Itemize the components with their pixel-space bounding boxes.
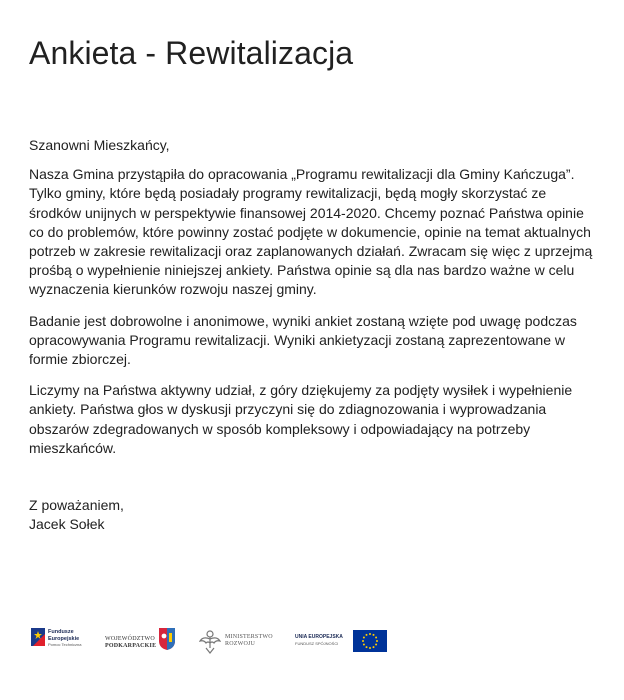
podkarpackie-coat-of-arms-icon [159, 628, 175, 650]
ministerstwo-line1: MINISTERSTWO [225, 634, 273, 640]
fundusze-line2: Europejskie [48, 635, 80, 642]
page-title: Ankieta - Rewitalizacja [29, 35, 354, 71]
funding-logos-strip [31, 624, 391, 660]
eu-flag-icon [353, 630, 387, 652]
fundusze-europejskie-star-icon [31, 628, 45, 646]
letter-signer: Jacek Sołek [29, 516, 105, 533]
unia-line1: UNIA EUROPEJSKA [295, 634, 343, 640]
wojewodztwo-podkarpackie-logo [105, 624, 177, 656]
ministerstwo-rozwoju-logo [197, 624, 277, 656]
letter-paragraph-anonymity: Badanie jest dobrowolne i anonimowe, wyniki ankiet zostaną wzięte pod uwagę podczas opracowywania Programu rewitalizacji. Wyniki ankietyzacji zostaną zaprezentowane w formie zbiorczej. [29, 312, 577, 368]
ministerstwo-line2: ROZWOJU [225, 641, 256, 647]
letter-paragraph-thanks: Liczymy na Państwa aktywny udział, z góry dziękujemy za podjęty wysiłek i wypełnienie ankiety. Państwa głos w dyskusji przyczyni się do zdiagnozowania i wyprowadzania obszarów zdegradowanych w sposób kompleksowy i odpowiadający na potrzeby mieszkańców. [29, 382, 573, 456]
fundusze-line3: Pomoc Techniczna [48, 642, 82, 647]
fundusze-europejskie-logo [31, 624, 87, 656]
unia-europejska-logo [295, 624, 389, 656]
polish-eagle-icon [199, 628, 221, 654]
letter-closing: Z poważaniem, [29, 497, 124, 513]
fundusze-line1: Fundusze [48, 629, 74, 635]
wojewodztwo-line2: PODKARPACKIE [105, 643, 157, 649]
letter-body [29, 136, 599, 470]
unia-line2: FUNDUSZ SPÓJNOŚCI [295, 640, 339, 646]
wojewodztwo-line1: WOJEWÓDZTWO [105, 636, 155, 642]
letter-signature [29, 496, 124, 534]
letter-greeting: Szanowni Mieszkańcy, [29, 137, 170, 153]
letter-paragraph-intro: Nasza Gmina przystąpiła do opracowania „Programu rewitalizacji dla Gminy Kańczuga”. Tylko gminy, które będą posiadały programy rewitalizacji, będą mogły skorzystać ze środków unijnych w perspektywie finansowej 2014-2020. Chcemy poznać Państwa opinie co do problemów, które powinny zostać podjęte w dokumencie, opinie na temat aktualnych potrzeb w zakresie rewitalizacji oraz zaplanowanych działań. Zwracam się więc z uprzejmą prośbą o wypełnienie niniejszej ankiety. Państwa opinie są dla nas bardzo ważne w celu wyznaczenia kierunków rozwoju naszej gminy. [29, 166, 593, 298]
